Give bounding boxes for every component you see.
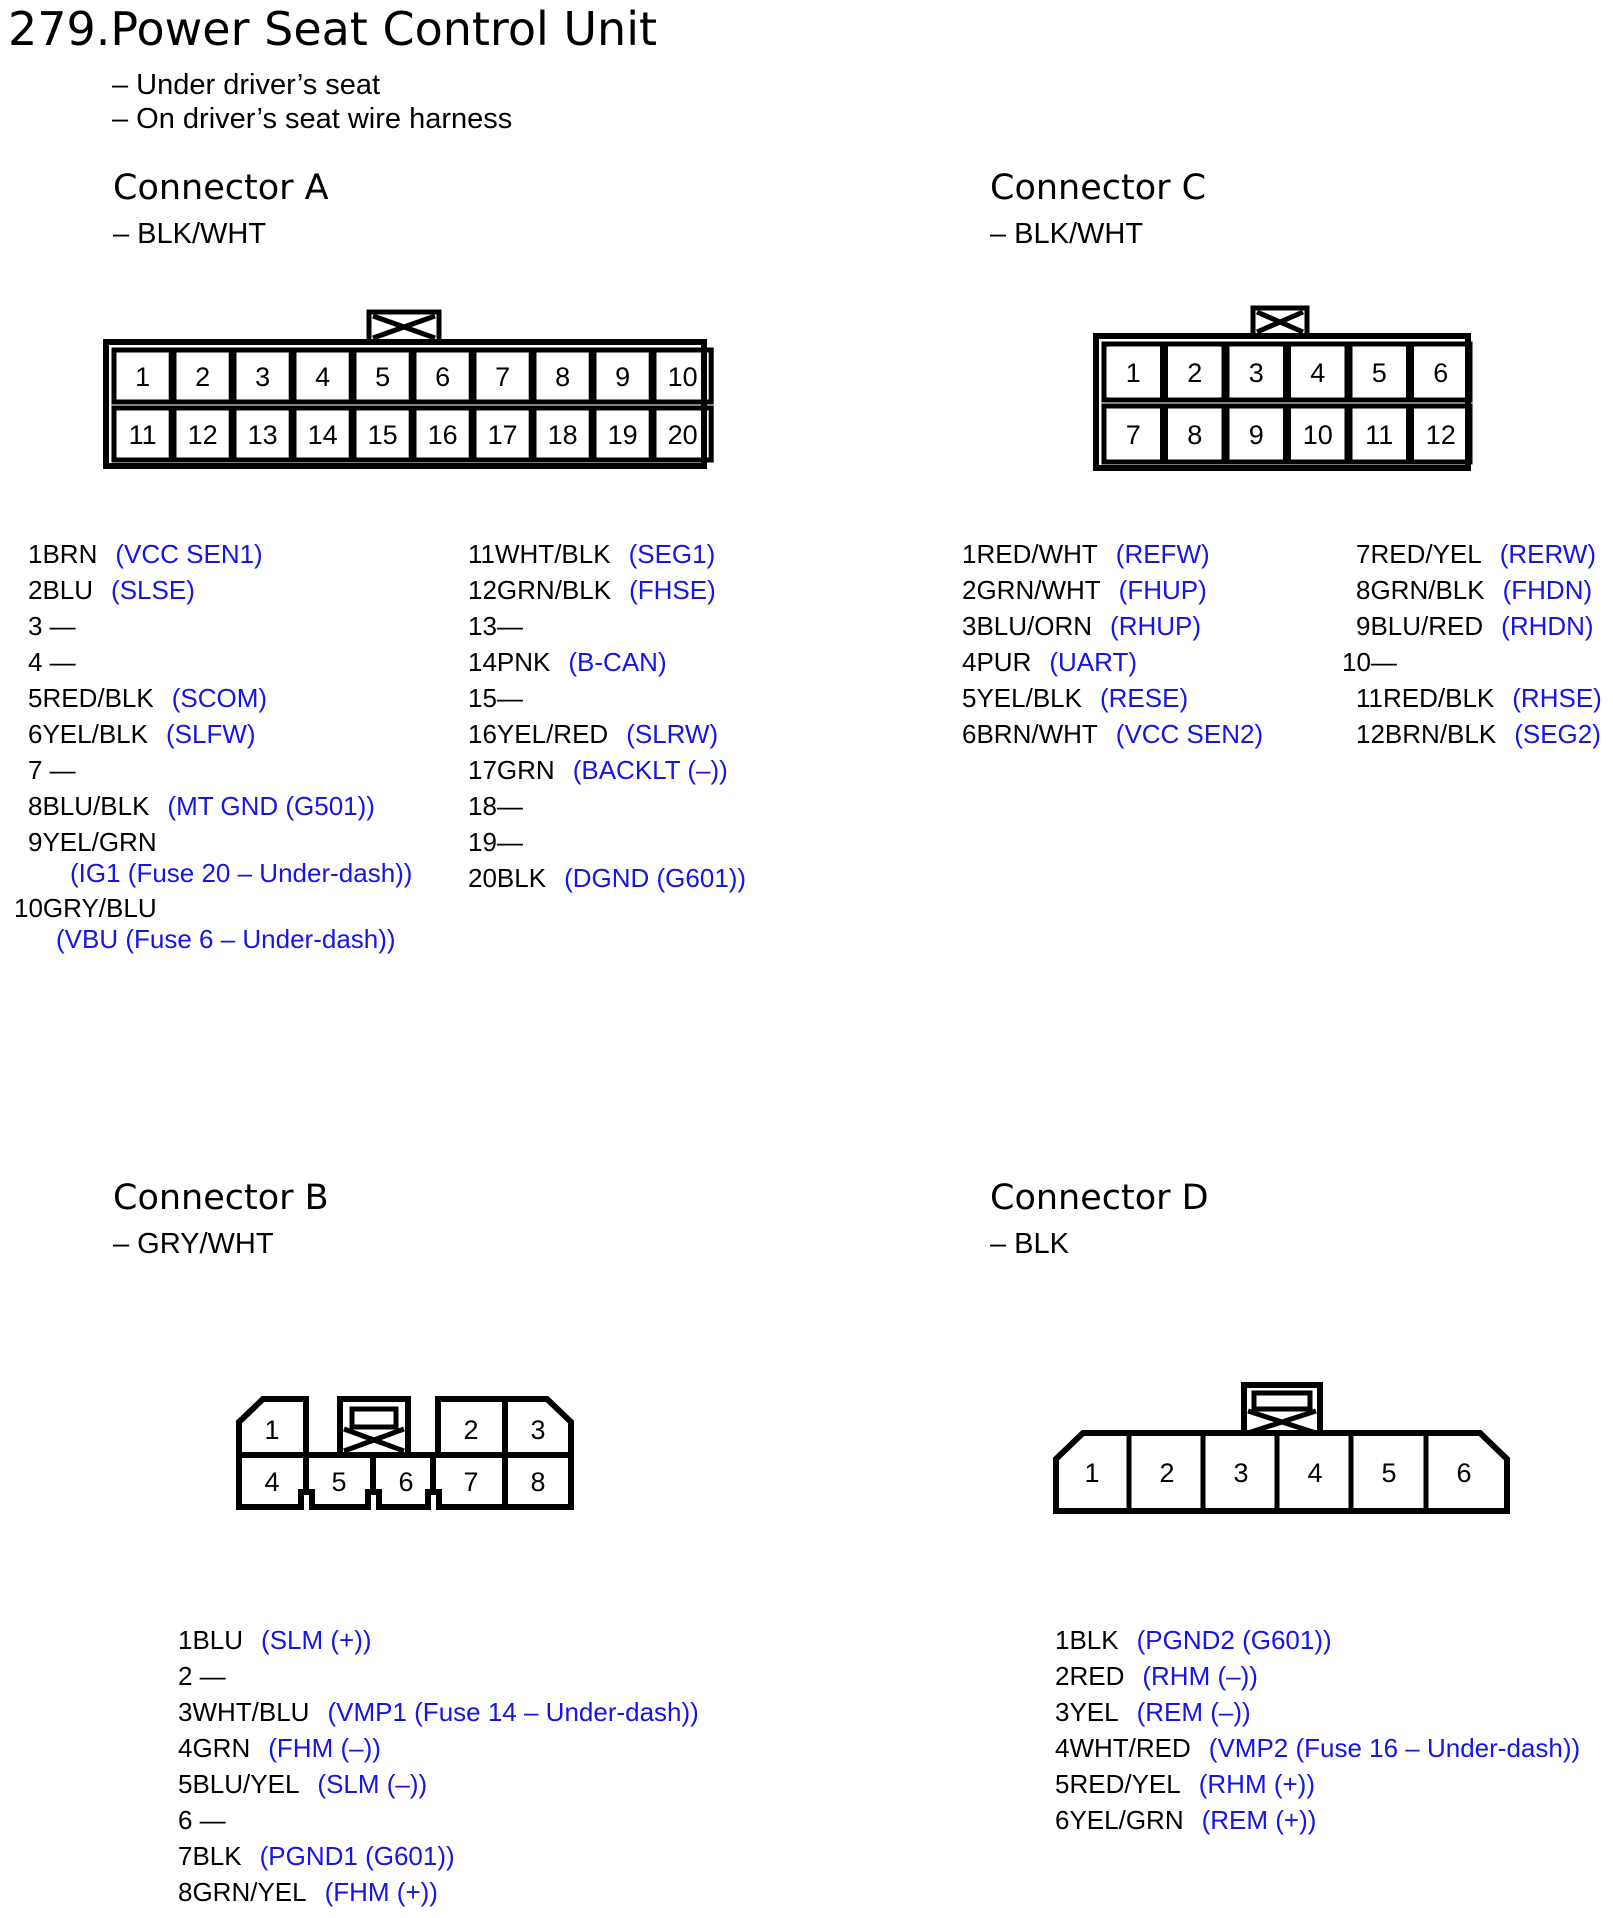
pin-row: 9YEL/GRN (IG1 (Fuse 20 – Under-dash)): [28, 827, 413, 888]
pin-number: 6: [1433, 358, 1449, 388]
pin-number: 18: [547, 420, 578, 450]
pin-number: 4: [1310, 358, 1326, 388]
pin-row: 14PNK (B-CAN): [468, 647, 667, 677]
pin-row: 4 —: [28, 647, 76, 677]
pin-number: 8: [530, 1467, 546, 1497]
pin-row: 16YEL/RED (SLRW): [468, 719, 719, 749]
pin-number: 8: [1187, 420, 1203, 450]
pin-row: 5YEL/BLK (RESE): [962, 683, 1189, 713]
pin-number: 16: [427, 420, 458, 450]
pin-number: 5: [331, 1467, 347, 1497]
pin-number: 1: [264, 1415, 280, 1445]
pin-row: 4WHT/RED (VMP2 (Fuse 16 – Under-dash)): [1055, 1733, 1581, 1763]
pin-row: 7RED/YEL (RERW): [1356, 539, 1597, 569]
connector-a-pins-right: [468, 536, 746, 896]
pin-number: 5: [1371, 358, 1387, 388]
pin-row: 3 —: [28, 611, 76, 641]
pin-row: 5BLU/YEL (SLM (–)): [178, 1769, 428, 1799]
pin-number: 12: [187, 420, 218, 450]
pin-number: 9: [1248, 420, 1264, 450]
pin-row: 1BRN (VCC SEN1): [28, 539, 263, 569]
connector-b-title: Connector B: [113, 1178, 329, 1218]
pin-number: 1: [135, 362, 151, 392]
pin-row: 7BLK (PGND1 (G601)): [178, 1841, 455, 1871]
pin-number: 7: [1125, 420, 1141, 450]
pin-number: 12: [1425, 420, 1456, 450]
pin-number: 13: [247, 420, 278, 450]
location-note: – On driver’s seat wire harness: [112, 103, 513, 135]
pin-row: 12BRN/BLK (SEG2): [1356, 719, 1601, 749]
pin-number: 3: [255, 362, 271, 392]
pin-row: 18—: [468, 791, 523, 821]
pin-number: 3: [1248, 358, 1264, 388]
pin-row: 9BLU/RED (RHDN): [1356, 611, 1594, 641]
pin-row: 4GRN (FHM (–)): [178, 1733, 381, 1763]
pin-number: 17: [487, 420, 518, 450]
connector-d-title: Connector D: [990, 1178, 1209, 1218]
connector-b-pins: [178, 1622, 699, 1910]
pin-number: 4: [264, 1467, 280, 1497]
connector-b-color: – GRY/WHT: [113, 1228, 274, 1260]
location-notes: [112, 68, 512, 136]
pin-number: 8: [555, 362, 571, 392]
pin-number: 9: [615, 362, 631, 392]
pin-row: 5RED/YEL (RHM (+)): [1055, 1769, 1315, 1799]
pin-row: 3WHT/BLU (VMP1 (Fuse 14 – Under-dash)): [178, 1697, 699, 1727]
pin-row: 2 —: [178, 1661, 226, 1691]
pin-number: 1: [1125, 358, 1141, 388]
pin-row: 19—: [468, 827, 523, 857]
pin-number: 1: [1084, 1458, 1100, 1488]
pin-row: 10—: [1342, 647, 1397, 677]
pin-row: 15—: [468, 683, 523, 713]
pin-row: 6 —: [178, 1805, 226, 1835]
connector-a-pins-left: [14, 536, 413, 956]
pin-row: 10GRY/BLU (VBU (Fuse 6 – Under-dash)): [14, 893, 396, 954]
page-title: 279.Power Seat Control Unit: [8, 2, 658, 56]
pin-row: 11RED/BLK (RHSE): [1356, 683, 1602, 713]
pin-row: 6BRN/WHT (VCC SEN2): [962, 719, 1264, 749]
pin-number: 5: [1381, 1458, 1397, 1488]
connector-c-pins-left: [962, 536, 1263, 752]
pin-row: 20BLK (DGND (G601)): [468, 863, 747, 893]
pin-number: 6: [398, 1467, 414, 1497]
location-note: – Under driver’s seat: [112, 69, 381, 101]
pin-row: 7 —: [28, 755, 76, 785]
pin-row: 6YEL/GRN (REM (+)): [1055, 1805, 1317, 1835]
connector-d-color: – BLK: [990, 1228, 1069, 1260]
pin-row: 1RED/WHT (REFW): [962, 539, 1210, 569]
pin-number: 4: [315, 362, 331, 392]
pin-number: 7: [495, 362, 511, 392]
pin-row: 2BLU (SLSE): [28, 575, 195, 605]
pin-number: 2: [195, 362, 211, 392]
connector-c-diagram: [1090, 300, 1480, 480]
pin-row: 8BLU/BLK (MT GND (G501)): [28, 791, 375, 821]
pin-row: 13—: [468, 611, 523, 641]
pin-number: 4: [1307, 1458, 1323, 1488]
connector-a-diagram: [100, 300, 720, 480]
connector-b-diagram: [230, 1385, 580, 1515]
pin-row: 1BLU (SLM (+)): [178, 1625, 372, 1655]
connector-d-pins: [1055, 1622, 1580, 1838]
pin-number: 10: [667, 362, 698, 392]
pin-number: 6: [1456, 1458, 1472, 1488]
pin-number: 3: [530, 1415, 546, 1445]
connector-a-title: Connector A: [113, 168, 329, 208]
connector-c-pins-right: [1342, 536, 1602, 752]
pin-row: 2RED (RHM (–)): [1055, 1661, 1258, 1691]
pin-number: 11: [1365, 420, 1394, 450]
pin-number: 2: [1187, 358, 1203, 388]
pin-row: 5RED/BLK (SCOM): [28, 683, 268, 713]
connector-d-diagram: [1050, 1375, 1520, 1525]
pin-number: 7: [463, 1467, 479, 1497]
pin-number: 19: [607, 420, 638, 450]
pin-row: 2GRN/WHT (FHUP): [962, 575, 1207, 605]
pin-number: 5: [375, 362, 391, 392]
pin-row: 17GRN (BACKLT (–)): [468, 755, 728, 785]
pin-number: 15: [367, 420, 398, 450]
pin-row: 4PUR (UART): [962, 647, 1137, 677]
pin-row: 12GRN/BLK (FHSE): [468, 575, 716, 605]
pin-number: 10: [1302, 420, 1333, 450]
pin-number: 2: [1159, 1458, 1175, 1488]
pin-number: 2: [463, 1415, 479, 1445]
pin-row: 11WHT/BLK (SEG1): [468, 539, 716, 569]
connector-c-color: – BLK/WHT: [990, 218, 1144, 250]
pin-number: 3: [1233, 1458, 1249, 1488]
connector-c-title: Connector C: [990, 168, 1207, 208]
connector-a-color: – BLK/WHT: [113, 218, 267, 250]
pin-row: 8GRN/BLK (FHDN): [1356, 575, 1593, 605]
pin-row: 1BLK (PGND2 (G601)): [1055, 1625, 1332, 1655]
pin-number: 14: [307, 420, 338, 450]
pin-number: 20: [667, 420, 698, 450]
pin-row: 8GRN/YEL (FHM (+)): [178, 1877, 438, 1907]
pin-number: 6: [435, 362, 451, 392]
pin-row: 6YEL/BLK (SLFW): [28, 719, 256, 749]
pin-number: 11: [128, 420, 157, 450]
pin-row: 3BLU/ORN (RHUP): [962, 611, 1202, 641]
pin-row: 3YEL (REM (–)): [1055, 1697, 1251, 1727]
